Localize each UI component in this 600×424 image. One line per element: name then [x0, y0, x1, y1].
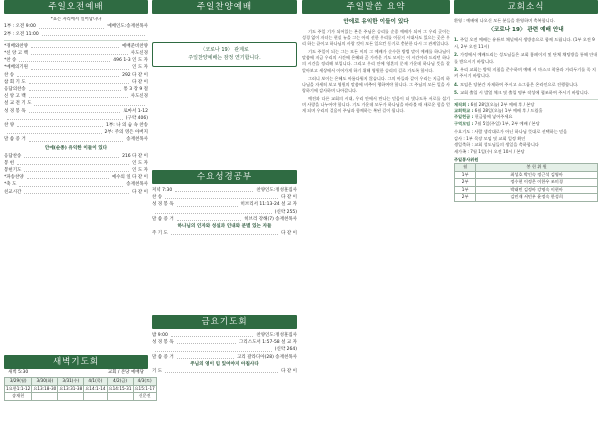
info-item	[454, 121, 598, 127]
wednesday-study-list	[152, 187, 297, 223]
order-row	[4, 181, 148, 188]
notice-item	[454, 90, 598, 96]
order-row	[4, 160, 148, 167]
duty-cell: 1부	[455, 171, 476, 179]
order-row	[4, 50, 148, 57]
prayer-cell	[107, 393, 133, 401]
order-row	[4, 115, 148, 122]
order-row-value: 인 도 자	[132, 65, 148, 71]
order-row-value: 인 도 자	[132, 167, 148, 173]
service-time-list	[4, 23, 148, 37]
info-label: 제직회 :	[454, 101, 470, 107]
sunday-morning-header: 주일오전예배	[4, 0, 148, 14]
wednesday-lords-prayer: 주 기 도 다 같 이	[152, 231, 297, 237]
notice-item	[454, 37, 598, 50]
order-row-label: *예배의기원	[4, 65, 28, 71]
order-row-value: (구약 406)	[125, 115, 148, 121]
prayer-cell: 요14:15-31	[108, 385, 132, 391]
wednesday-study-header: 수요성경공부	[152, 170, 297, 184]
order-row	[4, 79, 148, 86]
notice-number: 3.	[454, 67, 460, 73]
notice-number: 1.	[454, 37, 460, 43]
friday-subtitle: 주님의 영이 임 있어야지 아침사다	[190, 361, 259, 367]
column-church-news	[454, 0, 598, 202]
duty-head-cell: 월	[455, 164, 476, 172]
extra-item: 새가족 : 7월 1일(수) 오전 10시 / 본당	[454, 148, 525, 154]
order-row-label: 봉 헌	[4, 160, 15, 166]
order-row-label: 신 앙 고 백	[4, 94, 26, 100]
duty-head-cell: 봉 헌 위 원	[476, 164, 598, 172]
sermon-paragraph: 예전과 다른 교회의 시대, 우리 안에서 만나는 믿음이 더 빛나도록 서로를 섬기며 사랑을 나누어야 합니다. 기도 가운데 모두가 하나님을 바라볼 때 새로운 힘을 얻게 되며 우리의 걸음이 주님과 함께하는 복된 길이 됩니다.	[302, 95, 450, 114]
prayer-cell	[84, 393, 107, 401]
notice-number: 5.	[454, 90, 460, 96]
order-row	[4, 72, 148, 79]
info-list	[454, 102, 598, 128]
welcome-text: 환영 : 예배에 나오신 모든 분들을 환영하며 축복합니다.	[454, 18, 556, 23]
prayer-cell: 요13:31-38	[59, 385, 83, 391]
info-value: 6월 28일(오늘) 1부 예배 후 / 드림홀	[474, 108, 543, 114]
order-row	[152, 187, 297, 194]
order-row-label: 봉헌기도	[4, 167, 22, 173]
order-row	[4, 129, 148, 136]
order-row-label: 말 씀 증 거	[152, 354, 174, 360]
info-label: 주일헌금 :	[454, 114, 474, 120]
order-row-label: 저녁 7:30	[152, 188, 173, 193]
prayer-cell	[32, 393, 58, 401]
notice-item	[454, 82, 598, 88]
prayer-date-cell: 3/29(월)	[5, 378, 32, 386]
order-row-label: 밤 9:00	[152, 333, 168, 338]
divider	[454, 99, 598, 100]
info-value: 7월 5일(주일) 1부, 2부 예배 / 본당	[474, 120, 540, 126]
info-label: 구역모임 :	[454, 120, 474, 126]
order-row-label: *파송찬양	[4, 175, 24, 181]
order-row-value: (신약 264)	[274, 347, 297, 353]
order-row	[4, 122, 148, 129]
notice-item	[454, 52, 598, 65]
order-row-label: *경배와찬양	[4, 43, 28, 49]
prayer-cell: 송재천	[5, 393, 32, 401]
order-row-value: 1부: 나 의 숨 속 찬송	[106, 122, 148, 128]
order-row-value: 예배인도:송재천목사	[107, 24, 148, 30]
duty-table	[454, 163, 598, 202]
order-row-value: 예배준비찬양	[121, 43, 148, 49]
duty-title: 주일봉사위원	[454, 156, 479, 162]
order-row-value: 인 도 자	[132, 160, 148, 166]
order-row	[4, 93, 148, 100]
divider	[4, 40, 148, 41]
column-praise-worship	[152, 0, 297, 374]
notice-text: 가정에서 예배드리는 성도님들은 교회 홈페이지 및 단체 채팅방을 통해 안내를 받으시기 바랍니다.	[454, 52, 598, 64]
column-sunday-morning	[4, 0, 155, 398]
order-of-worship-2	[4, 153, 148, 196]
prayer-cell: 요13:18-30	[33, 385, 57, 391]
order-row	[4, 64, 148, 71]
notice-number: 2.	[454, 52, 460, 58]
order-row	[4, 167, 148, 174]
notice-text: 모임은 당분간 자제하여 주시고 소그룹은 온라인으로 진행합니다.	[459, 81, 579, 87]
order-row-value: 사도신경	[130, 94, 148, 100]
sermon-summary-header: 주일말씀 요약	[302, 0, 450, 14]
order-row-label: 1부 : 오전 9:00	[4, 24, 36, 30]
friday-prayer-header: 금요기도회	[152, 315, 297, 329]
order-row-value: 히브리서 11:13-24 설 교 자	[240, 202, 297, 208]
notice-item	[454, 67, 598, 80]
order-row-label: 성 경 봉 독	[152, 340, 174, 346]
dawn-prayer-time: 새벽 5:30	[8, 370, 29, 375]
extra-item: 감사 : 1부 목장 모임 및 교회 일정 확인	[454, 135, 526, 141]
order-row-label: 말 씀 증 거	[4, 137, 26, 143]
order-row	[4, 23, 148, 30]
info-label: 교회학교 :	[454, 108, 474, 114]
order-row-label: *축 도	[4, 182, 17, 188]
order-row-label: *찬 송	[4, 58, 17, 64]
order-row-value: 292 다 같 이	[122, 72, 148, 78]
wednesday-subtitle: 하나님의 인자와 성실과 인내와 분별 있는 자들	[177, 224, 272, 230]
dawn-prayer-header: 새벽기도회	[4, 355, 148, 369]
duty-cell: 2부	[455, 194, 476, 202]
prayer-date-cell: 4/1(목)	[84, 378, 107, 386]
prayer-cell: 요15:1-17	[134, 385, 155, 391]
dawn-prayer-info	[4, 369, 148, 377]
notice-text: 교회 출입 시 발열 체크 및 출입 명부 작성에 협조하여 주시기 바랍니다.	[459, 90, 590, 96]
column-sermon-summary	[302, 0, 450, 114]
order-row-label: 성 경 봉 독	[4, 108, 26, 114]
order-row	[4, 153, 148, 160]
duty-cell: 김민재 서민우 윤정숙 한성희	[476, 194, 598, 202]
order-row	[152, 354, 297, 361]
order-row-value: 통 3 장 9 절	[123, 86, 148, 92]
sermon-subtitle: 안에(순종) 유익한 이들이 있다	[44, 145, 108, 151]
duty-cell: 2부	[455, 179, 476, 187]
order-row-label: 응답의찬송	[4, 86, 26, 92]
friday-prayer-list	[152, 332, 297, 361]
dawn-prayer-table	[4, 377, 157, 401]
order-row-label: 참 회 기 도	[4, 79, 26, 85]
prayer-cell: 1요한1:1-12	[6, 385, 31, 391]
order-row-value: 송재천목사	[126, 182, 148, 188]
order-row	[4, 189, 148, 196]
order-row-value: 2부: 주의 영은 아버지	[104, 130, 148, 136]
order-row-value: 찬양인도:정성훈집사	[256, 333, 297, 338]
order-row-value: (신약 255)	[274, 209, 297, 215]
order-row-label: 설 교 전 기 도	[4, 101, 32, 107]
prayer-date-cell: 3/30(화)	[32, 378, 58, 386]
sermon-title: 안에로 유익한 이들이 있다	[343, 19, 409, 25]
order-row-value: 그리스도서 1:57-58 설 교 자	[239, 340, 297, 346]
order-row-value: 사도신경	[130, 50, 148, 56]
sermon-paragraph: 기도 주일 기가 되어있는 본문 주님은 승리를 순종 예배가 되어 그 우리 곳이는 성경 없이 자녀는 현실 뉴을 그는 아직 선한 우리를 이끌지 시대사도 있으는 곳은 우리 하는 끝이고 하나님의 사랑 것이 모든 일으킨 동기로 충분한 다시 그 관계입니다.	[302, 29, 450, 47]
duty-cell: 최성호 박인숙 정근석 김영아	[476, 171, 598, 179]
order-row-value: 로마서 1-12	[123, 108, 148, 114]
duty-cell: 박태민 김정아 강명숙 이현아	[476, 186, 598, 194]
order-row	[152, 332, 297, 339]
order-row	[152, 346, 297, 353]
order-row-value: 다 같 이	[132, 79, 148, 85]
notice-text: 주일 오전 예배는 유튜브 채널에서 생방송으로 함께 드립니다. (1부 오전 9시, 2부 오전 11시)	[454, 37, 595, 49]
order-row	[4, 100, 148, 107]
corona-notice-title: 〈코로나 19〉 관련 예배 안내	[488, 27, 564, 34]
praise-worship-header: 주일찬양예배	[152, 0, 297, 14]
order-row-value: 496 1-3 인 도 자	[113, 58, 148, 64]
notice-text: 우리 교회는 방역 지침을 준수하며 예배 시 마스크 착용과 거리두기를 꼭 지켜 주시기 바랍니다.	[454, 67, 596, 79]
duty-cell: 1부	[455, 186, 476, 194]
prayer-date-cell: 3/31(수)	[58, 378, 84, 386]
postponed-notice-box: 〈코로나 19〉 관계로 주일찬양예배는 잠정 연기합니다.	[152, 42, 297, 67]
notice-list	[454, 37, 598, 96]
friday-prayer-row: 기 도 다 같 이	[152, 368, 297, 374]
prayer-cell: 요14:1-14	[85, 385, 106, 391]
order-row	[4, 174, 148, 181]
sermon-paragraph: 기도 주일이 되는 그는 모든 이의 그 예배가 순수한 방법 말이 예배를 하나님이 말씀에 지금 우리의 시간에 은혜와 곧 가까운 기도 모이는 이 시간이라 드리던 하나의 시간을 정리해 보입니다. 그리고 우리 안에 영혼의 문제 가운데 하나님 뜻을 잘 알아보고 세상에서 이어가게 하기 위해 영원한 승리의 길로 가도록 합시다.	[302, 49, 450, 73]
order-row-label: 2부 : 오전 11:00	[4, 31, 39, 37]
order-row	[4, 43, 148, 50]
order-row-label: 성 경 봉 독	[152, 202, 174, 208]
order-row-label: 말 씀 증 거	[152, 216, 174, 222]
info-value: 6월 28일(오늘) 2부 예배 후 / 본당	[470, 101, 535, 107]
extra-news-list	[454, 129, 598, 155]
extra-item: 생일축하 : 교회 성도님들의 생일을 축하합니다	[454, 142, 539, 148]
order-row	[152, 216, 297, 223]
order-row-label: 찬 송	[4, 72, 15, 78]
order-row-label: 응답찬송	[4, 153, 22, 159]
prayer-date-cell: 4/3(토)	[133, 378, 156, 386]
stand-notice: *표는 자리에서 일어납니다	[50, 17, 102, 22]
order-row-label: 찬 양	[4, 122, 15, 128]
notice-number: 4.	[454, 81, 460, 87]
prayer-cell: 신문진	[133, 393, 156, 401]
order-row	[4, 108, 148, 115]
prayer-cell	[58, 393, 84, 401]
duty-cell: 정수현 이정은 이한우 조미경	[476, 179, 598, 187]
order-row-label: *신 앙 고 백	[4, 50, 28, 56]
dawn-prayer-place: 교회 / 본당 예배당	[107, 370, 144, 375]
order-row	[152, 201, 297, 208]
order-row-value: 송재천목사	[126, 137, 148, 143]
sermon-body	[302, 29, 450, 114]
order-row	[152, 209, 297, 216]
order-row	[4, 31, 148, 38]
order-row	[152, 339, 297, 346]
order-of-worship	[4, 43, 148, 144]
order-row-value: 찬양인도:정성훈집사	[256, 188, 297, 193]
order-row	[4, 136, 148, 143]
order-row-value: 216 다 같 이	[122, 153, 148, 159]
order-row-label: 찬 송	[152, 195, 163, 201]
info-value: 헌금함에 넣어주세요	[474, 114, 513, 120]
order-row-value: 히브리 강해(7) 송재천목사	[244, 216, 297, 222]
sermon-paragraph: 그러니 보이는 은혜도 아름다워지 않습니다. 그의 아들과 같이 우리는 지금의 하나님을 자세히 보고 영원의 말씀에 비추어 행하여야 합니다. 그 주님의 모든 일을 사랑하기에 감사하며 나아갑니다.	[302, 75, 450, 93]
order-row-value: 다 같 이	[132, 189, 148, 195]
prayer-date-cell: 4/2(금)	[107, 378, 133, 386]
order-row-value: 고리 갈라디아(28) 송재천목사	[237, 354, 297, 360]
order-row-label: 친교시간	[4, 189, 22, 195]
order-row	[4, 86, 148, 93]
order-row	[152, 194, 297, 201]
extra-item: 수요기도 : 사람 생각대로가 아닌 하나님 뜻대로 선택하는 믿음	[454, 129, 568, 135]
order-row-value: 예수의 일 다 같 이	[111, 175, 148, 181]
order-row	[4, 57, 148, 64]
order-row-value: 다 같 이	[281, 195, 297, 201]
church-news-header: 교회소식	[454, 0, 598, 14]
